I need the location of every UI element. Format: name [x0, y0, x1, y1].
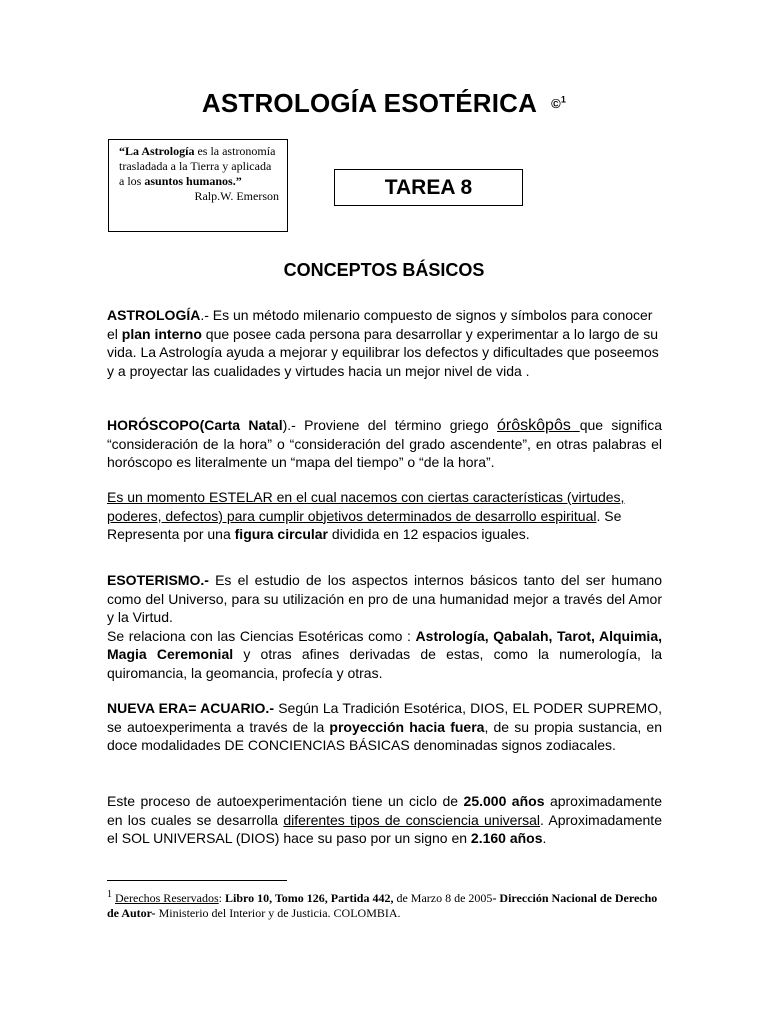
paragraph-nueva-era: NUEVA ERA= ACUARIO.- Según La Tradición Esotérica, DIOS, EL PODER SUPREMO, se autoexperimenta a través de la proyección hacia fuera, de su propia sustancia, en doce modalidades DE CONCIENCIAS BÁSICAS denominadas signos zodiacales. — [107, 700, 662, 753]
footnote: $^1$ Derechos Reservados: Libro 10, Tomo 126, Partida 442, de Marzo 8 de 2005- Dirección Nacional de Derecho de Autor- Ministerio del Interior y de Justicia. COLOMBIA. — [107, 889, 658, 920]
task-box: TAREA 8 — [334, 169, 523, 206]
quote-author: Ralp.W. Emerson — [194, 189, 279, 203]
copyright-symbol: ©$^1$ — [551, 94, 567, 111]
section-title: CONCEPTOS BÁSICOS — [283, 260, 485, 280]
footnote-divider — [107, 880, 287, 881]
paragraph-horoscopo: HORÓSCOPO(Carta Natal).- Proviene del término griego órôskôpôs que significa “consideración de la hora” o “consideración del grado ascendente”, en otras palabras el horóscopo es literalmente un “mapa del tiempo” o “de la hora”. — [107, 417, 663, 470]
paragraph-proceso: Este proceso de autoexperimentación tiene un ciclo de 25.000 años aproximadamente en los cuales se desarrolla diferentes tipos de consciencia universal. Aproximadamente el SOL UNIVERSAL (DIOS) hace su paso por un signo en 2.160 años. — [107, 793, 663, 846]
quote-box — [108, 139, 288, 232]
document-title — [0, 88, 768, 119]
quote-text: “La Astrología es la astronomía trasladada a la Tierra y aplicada a los asuntos humanos.” — [119, 144, 276, 188]
greek-term: órôskôpôs — [497, 417, 580, 434]
footnote-marker: 1 — [107, 889, 112, 900]
title-text: ASTROLOGÍA ESOTÉRICA — [201, 88, 538, 118]
paragraph-estelar: Es un momento ESTELAR en el cual nacemos con ciertas características (virtudes, poderes, defectos) para cumplir objetivos determinados de desarrollo espiritual. Se Representa por una figura circular dividida en 12 espacios iguales. — [107, 489, 625, 542]
paragraph-esoterismo: ESOTERISMO.- Es el estudio de los aspectos internos básicos tanto del ser humano como del Universo, para su utilización en pro de una humanidad mejor a través del Amor y la Virtud. Se relaciona con las Ciencias Esotéricas como : Astrología, Qabalah, Tarot, Alquimia, Magia Ceremonial y otras afines derivadas de estas, como la numerología, la quiromancia, la geomancia, profecía y otras. — [107, 572, 662, 681]
paragraph-astrologia: ASTROLOGÍA.- Es un método milenario compuesto de signos y símbolos para conocer el plan interno que posee cada persona para desarrollar y experimentar a lo largo de su vida. La Astrología ayuda a mejorar y equilibrar los defectos y dificultades que poseemos y a proyectar las cualidades y virtudes hacia un mejor nivel de vida . — [107, 307, 659, 379]
footnote-ref: 1 — [560, 94, 567, 105]
